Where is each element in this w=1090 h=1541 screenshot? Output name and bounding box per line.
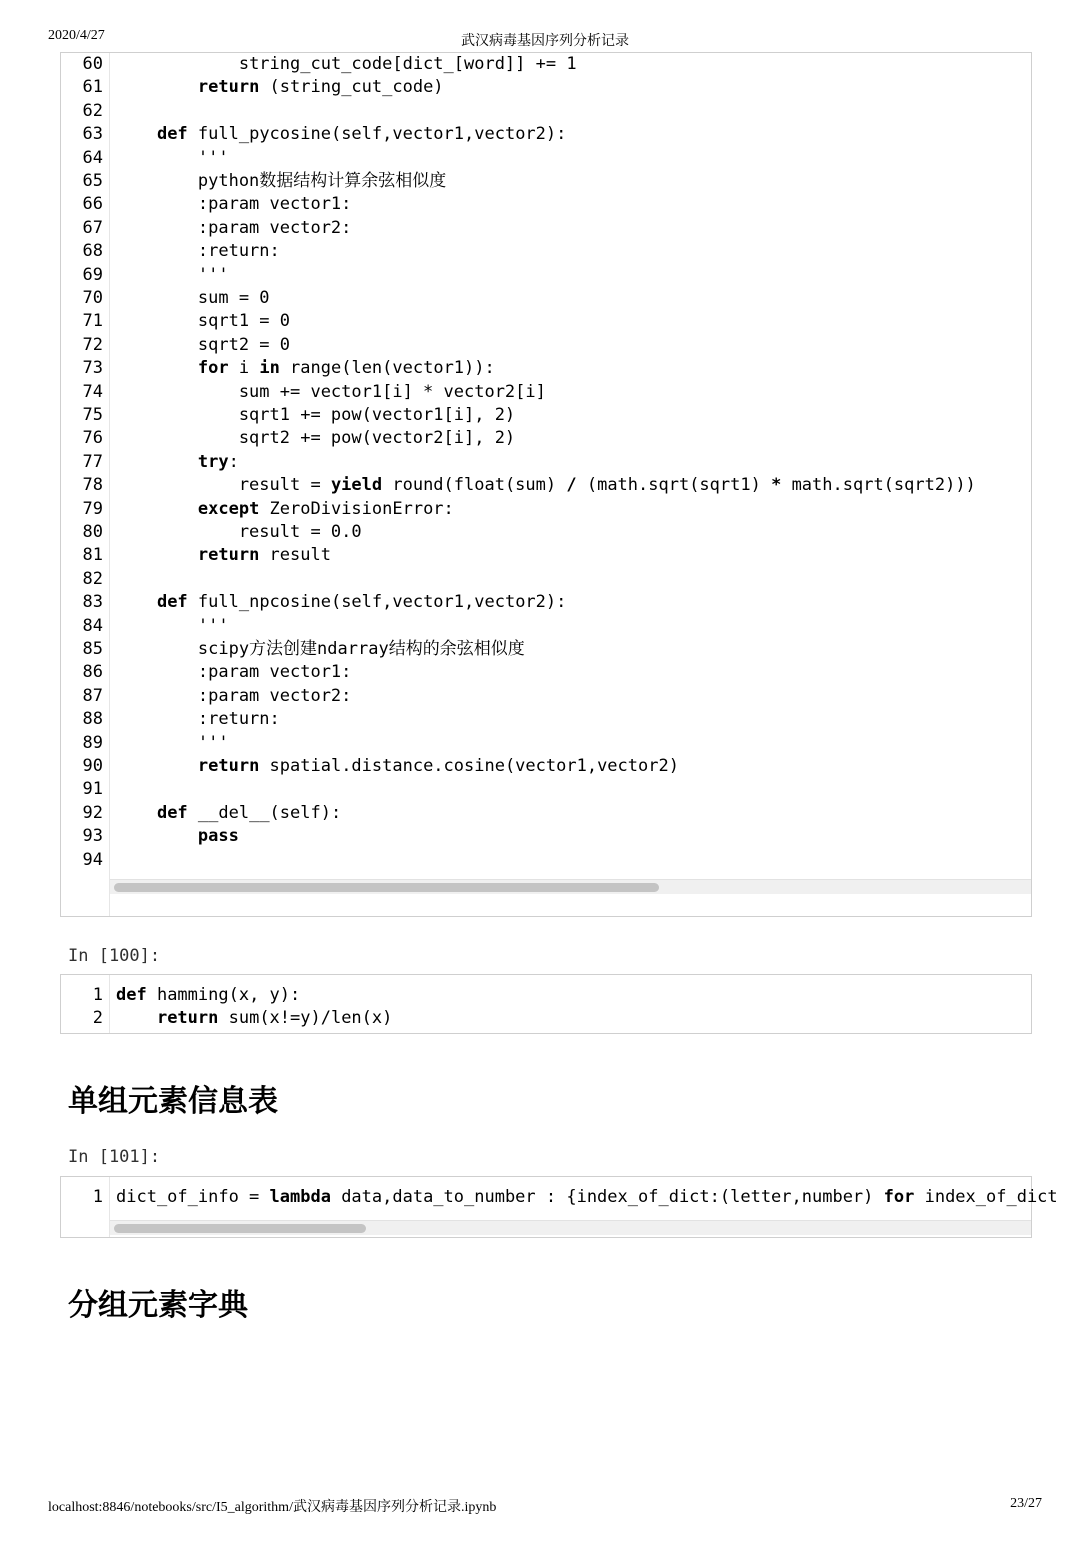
code-token [116,545,198,565]
code-line [116,474,976,497]
code-token: full_pycosine(self,vector1,vector2): [187,124,567,145]
code-keyword: return [197,756,260,776]
line-number: 66 [82,194,103,215]
code-token: sqrt2 += pow(vector2[i], 2) [116,428,516,449]
code-line [116,76,444,99]
line-number: 83 [82,592,103,613]
code-token: range(len(vector1)): [279,358,495,379]
line-number: 77 [82,451,103,472]
code-token: __del__(self): [187,802,342,823]
line-number: 1 [92,1187,103,1207]
line-number: 67 [82,217,103,238]
code-keyword: pass [197,826,239,847]
line-number: 76 [82,428,103,449]
code-line [116,147,229,170]
code-token: sum = 0 [116,288,270,308]
code-token: round(float(sum) [382,475,567,496]
code-line [116,802,341,825]
code-token: dict_of_info = [116,1187,270,1207]
code-token: :return: [116,241,280,262]
code-token [116,452,198,472]
code-token: :param vector2: [116,685,352,706]
code-token: full_npcosine(self,vector1,vector2): [187,592,567,613]
code-line [116,53,577,76]
line-number: 68 [82,241,103,262]
code-line [116,427,515,450]
code-keyword: except [197,498,260,519]
line-number: 62 [82,100,103,121]
code-token: :return: [116,709,280,730]
cell-prompt-101: In [101]: [68,1147,161,1167]
code-token [116,358,198,378]
code-token: data,data_to_number : {index_of_dict:(letter,number) [330,1187,884,1207]
line-number: 78 [82,475,103,496]
code-token: i [228,358,260,379]
scrollbar-thumb[interactable] [114,883,659,892]
code-token: :param vector2: [116,217,352,238]
code-keyword: try [197,451,229,472]
code-line [116,1007,392,1030]
code-line [116,591,566,614]
line-number: 86 [82,662,103,683]
code-keyword: return [197,545,260,566]
page-header-title: 武汉病毒基因序列分析记录 [461,34,629,49]
code-token [116,756,198,776]
code-editor[interactable] [110,975,1031,1033]
code-token [116,124,157,144]
code-line [116,825,239,848]
code-keyword: yield [330,475,383,496]
code-token: :param vector1: [116,662,352,683]
section-heading-single-info: 单组元素信息表 [68,1084,278,1119]
line-number: 89 [82,732,103,753]
code-token: result [259,545,331,566]
code-line [116,638,525,661]
line-number: 69 [82,264,103,285]
code-token: result = [116,475,331,496]
code-token: math.sqrt(sqrt2))) [781,475,976,496]
line-number: 60 [82,54,103,74]
code-line [116,755,679,778]
code-token: sqrt1 = 0 [116,311,290,332]
code-line [116,240,280,263]
code-keyword: def [116,985,147,1005]
code-token [116,499,198,519]
line-number: 63 [82,124,103,145]
code-line [116,544,331,567]
code-keyword: in [259,358,280,379]
code-line [116,123,566,146]
line-number: 71 [82,311,103,332]
code-token [116,1008,157,1028]
code-token: sqrt1 += pow(vector1[i], 2) [116,405,516,425]
code-line [116,498,454,521]
code-token: (string_cut_code) [259,77,444,98]
code-token: spatial.distance.cosine(vector1,vector2) [259,756,679,776]
horizontal-scrollbar[interactable] [110,879,1031,894]
line-number: 64 [82,147,103,168]
code-token: string_cut_code[dict_[word]] += 1 [238,54,577,74]
line-number: 93 [82,826,103,847]
section-heading-group-dict: 分组元素字典 [68,1288,248,1323]
code-token: ''' [116,615,229,636]
code-keyword: def [156,802,188,823]
code-token [116,54,239,74]
code-token: scipy方法创建ndarray结构的余弦相似度 [116,639,525,659]
code-keyword: lambda [269,1187,331,1207]
code-line [116,170,446,193]
code-token [116,592,157,612]
line-number: 74 [82,381,103,402]
code-editor[interactable] [110,53,1031,916]
code-line [116,732,229,755]
code-keyword: def [156,124,188,145]
scrollbar-thumb[interactable] [114,1224,366,1233]
code-line [116,615,229,638]
cell-prompt-100: In [100]: [68,946,161,966]
line-number: 82 [82,568,103,589]
code-line [116,685,351,708]
code-token [116,803,157,823]
code-token: ZeroDivisionError: [259,498,454,519]
code-line [116,357,495,380]
code-line [116,451,239,474]
code-token: * [771,475,782,496]
code-token [116,77,198,97]
code-token: ''' [116,147,229,168]
code-keyword: for [197,358,229,379]
code-line [116,521,362,544]
code-line [116,310,290,333]
page-footer-page: 23/27 [1010,1496,1042,1511]
code-keyword: return [156,1008,219,1029]
code-line [116,708,280,731]
code-line [116,217,351,240]
page-footer-url: localhost:8846/notebooks/src/I5_algorithm/武汉病毒基因序列分析记录.ipynb [48,1500,497,1515]
line-number: 81 [82,545,103,566]
code-token: / [566,475,577,496]
code-token: sum += vector1[i] * vector2[i] [116,381,546,402]
code-keyword: return [197,77,260,98]
code-token: sum(x!=y)/len(x) [218,1008,393,1029]
code-line [116,264,229,287]
line-number: 73 [82,358,103,379]
line-number: 75 [82,405,103,425]
code-token: hamming(x, y): [146,985,301,1005]
code-token: index_of_dict [914,1187,1058,1207]
line-number: 94 [82,849,103,870]
line-number: 70 [82,288,103,308]
line-number: 90 [82,756,103,776]
code-token: : [228,451,239,472]
code-line [116,661,351,684]
code-token: ''' [116,264,229,285]
line-number: 79 [82,498,103,519]
code-token [116,826,198,846]
code-line [116,1186,1058,1209]
code-token: python数据结构计算余弦相似度 [116,171,447,191]
code-line [116,984,300,1007]
code-line [116,193,351,216]
code-cell-2[interactable] [60,974,1032,1034]
code-line [116,287,270,310]
line-number: 88 [82,709,103,730]
code-token: ''' [116,732,229,753]
code-token: (math.sqrt(sqrt1) [576,475,772,496]
line-number: 2 [92,1008,103,1029]
code-cell-1[interactable] [60,52,1032,917]
code-keyword: for [883,1187,915,1207]
line-number: 65 [82,171,103,191]
code-cell-3[interactable] [60,1176,1058,1238]
line-number: 1 [92,985,103,1005]
code-keyword: def [156,592,188,613]
line-number: 91 [82,779,103,800]
line-number: 80 [82,522,103,542]
code-token: sqrt2 = 0 [116,334,290,355]
line-number: 61 [82,77,103,98]
page-header-date: 2020/4/27 [48,28,105,43]
code-line [116,404,515,427]
code-token: result = 0.0 [116,522,362,542]
code-token: :param vector1: [116,194,352,215]
line-number: 85 [82,639,103,659]
code-line [116,381,546,404]
line-number: 87 [82,685,103,706]
code-line [116,334,290,357]
horizontal-scrollbar[interactable] [110,1220,1031,1235]
line-number: 84 [82,615,103,636]
line-number: 92 [82,802,103,823]
line-number: 72 [82,334,103,355]
